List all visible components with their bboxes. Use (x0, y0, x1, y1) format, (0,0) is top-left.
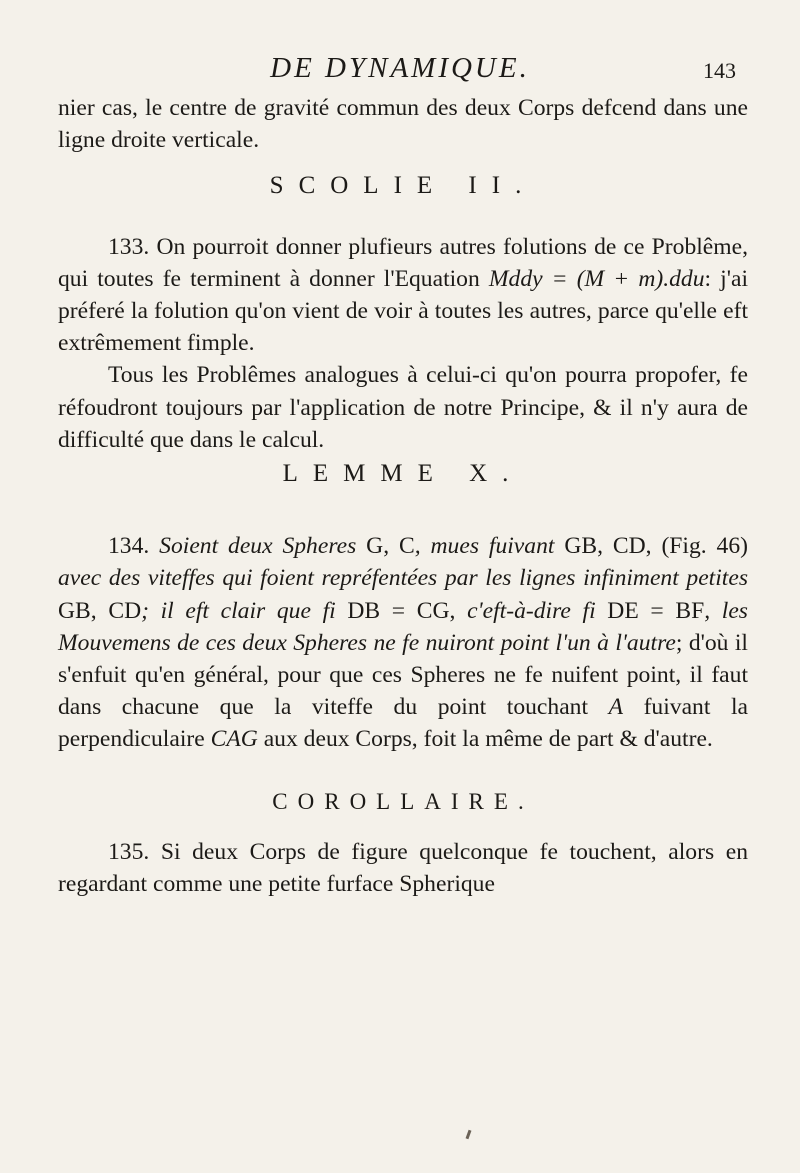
section-number: 135. (108, 838, 150, 865)
roman-text: G, C (366, 533, 415, 560)
paragraph-text: Si deux Corps de figure quelconque fe touchent, alors en regardant comme une petite furface Spherique (58, 838, 748, 898)
lemme-heading: LEMME X. (282, 460, 524, 488)
paragraph-text: : j'ai préferé la folution qu'on vient de voir à toutes les autres, parce qu'elle eft extrêmement fimple. (58, 265, 748, 357)
corollaire-heading: COROLLAIRE. (272, 788, 534, 814)
scolie-heading: SCOLIE II. (269, 172, 537, 200)
roman-text: GB, CD (58, 597, 142, 624)
roman-text: fuivant la perpendiculaire (58, 694, 748, 753)
figure-reference: , (Fig. 46) (645, 533, 748, 560)
italic-text: avec des viteffes qui foient repréfentées par les lignes infiniment petites (58, 565, 748, 592)
paragraph-135 (58, 836, 748, 900)
paragraph-134 (58, 530, 748, 755)
italic-text: Soient deux Spheres (149, 533, 367, 560)
italic-text: CAG (210, 726, 258, 753)
equation: Mddy = (M + m).ddu (488, 265, 705, 292)
running-head (0, 52, 800, 92)
italic-text: A (608, 694, 624, 721)
italic-text: , mues fuivant (414, 533, 565, 560)
paragraph-text: On pourroit donner plufieurs autres folutions de ce Problême, qui toutes fe terminent à donner l'Equation (58, 233, 748, 292)
roman-text: DB = CG (347, 597, 450, 624)
roman-text: DE = BF (607, 597, 705, 624)
roman-text: ; d'où il s'enfuit qu'en général, pour que ces Spheres ne fe nuifent point, il faut dans chacune que la viteffe du point touchant (58, 629, 748, 721)
page-number: 143 (703, 58, 736, 83)
roman-text: aux deux Corps, foit la même de part & d'autre. (257, 726, 713, 753)
ink-speck (466, 1130, 472, 1139)
paragraph-analogues: Tous les Problêmes analogues à celui-ci qu'on pourra propofer, fe réfoudront toujours par l'application de notre Principe, & il n'y aura de difficulté que dans le calcul. (58, 362, 748, 453)
body-text (58, 92, 748, 900)
italic-text: c'eft-à-dire fi (467, 597, 608, 624)
paragraph-carryover: nier cas, le centre de gravité commun des deux Corps defcend dans une ligne droite verticale. (58, 95, 748, 154)
section-number: 134. (108, 533, 150, 560)
running-title: DE DYNAMIQUE. (270, 52, 530, 84)
roman-text: GB, CD (564, 533, 646, 560)
section-number: 133. (108, 233, 150, 260)
roman-text: , (449, 597, 468, 624)
paragraph-133 (58, 231, 748, 360)
italic-text: , les Mouvemens de ces deux Spheres ne fe nuiront point l'un à l'autre (58, 597, 748, 656)
italic-text: ; il eft clair que fi (141, 597, 348, 624)
